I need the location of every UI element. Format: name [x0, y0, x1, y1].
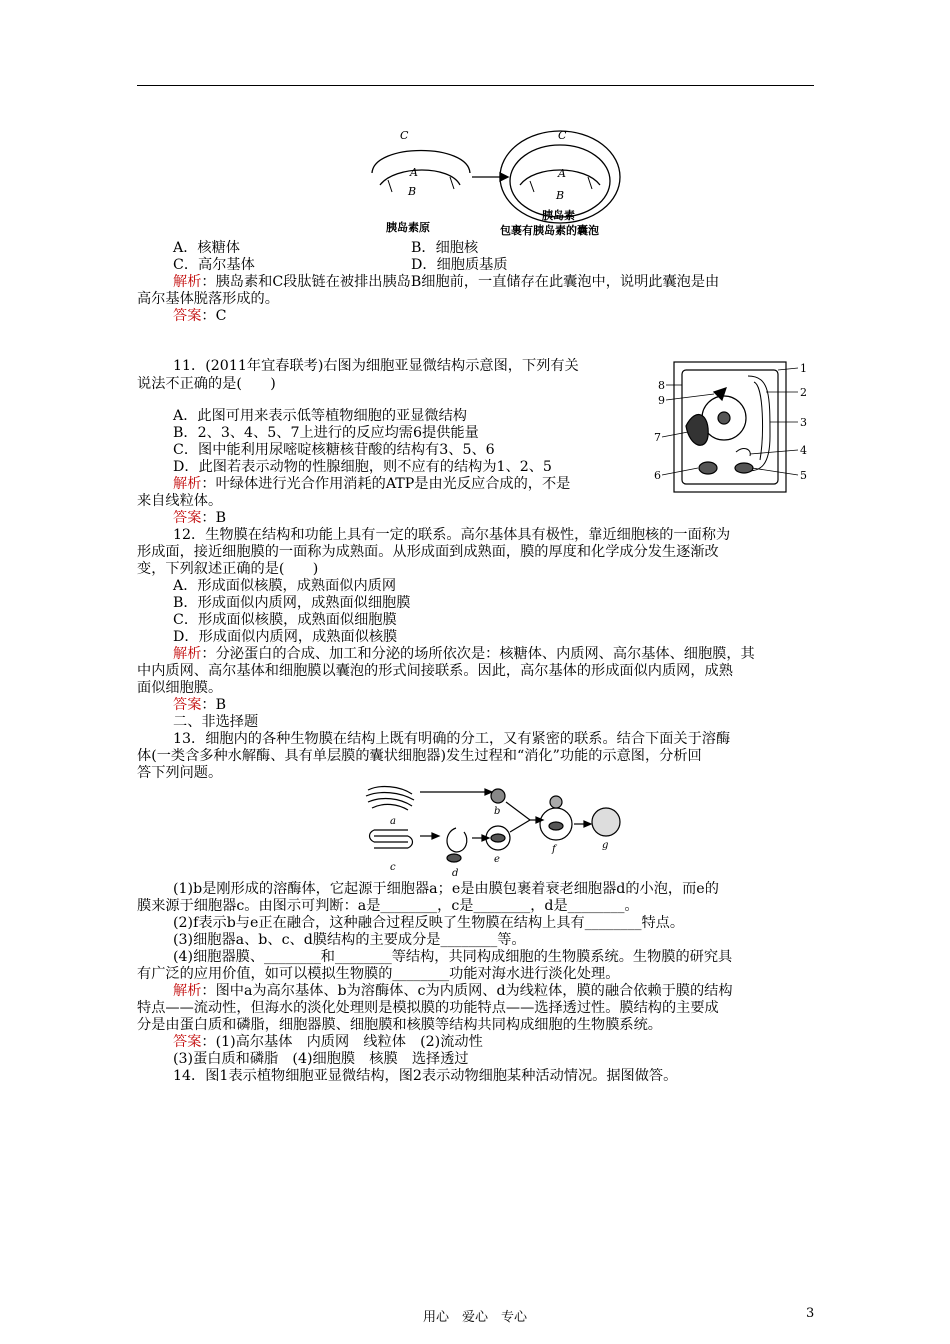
q11-stem-cont: 说法不正确的是( )	[137, 376, 276, 392]
label-A-left: A	[410, 166, 418, 179]
q13-part4: (4)细胞器膜、________和________等结构，共同构成细胞的生物膜系统。生物膜的研究具	[173, 949, 733, 965]
page-number: 3	[806, 1306, 815, 1321]
svg-text:3: 3	[800, 416, 807, 429]
label-C-left: C	[400, 129, 409, 142]
svg-text:8: 8	[658, 379, 665, 392]
q12-analysis: 解析：分泌蛋白的合成、加工和分泌的场所依次是：核糖体、内质网、高尔基体、细胞膜，其	[173, 646, 755, 662]
q11-option-d: D．此图若表示动物的性腺细胞，则不应有的结构为1、2、5	[173, 459, 552, 475]
q13-stem-cont: 体(一类含多种水解酶、具有单层膜的囊状细胞器)发生过程和“消化”功能的示意图，分析回	[137, 748, 702, 764]
svg-text:d: d	[452, 868, 459, 879]
q10-answer: 答案：C	[173, 308, 227, 324]
label-C-right: C	[558, 129, 567, 142]
q12-answer: 答案：B	[173, 697, 227, 713]
q13-answer-cont: (3)蛋白质和磷脂 (4)细胞膜 核膜 选择透过	[173, 1051, 469, 1067]
svg-text:f: f	[552, 844, 556, 855]
q13-part2: (2)f表示b与e正在融合，这种融合过程反映了生物膜在结构上具有________特点。	[173, 915, 685, 931]
insulin-vesicle-figure	[360, 125, 630, 240]
q12-stem: 12．生物膜在结构和功能上具有一定的联系。高尔基体具有极性，靠近细胞核的一面称为	[173, 527, 731, 543]
q13-stem: 13．细胞内的各种生物膜在结构上既有明确的分工，又有紧密的联系。结合下面关于溶酶	[173, 731, 731, 747]
q10-option-d: D．细胞质基质	[411, 257, 508, 273]
q14-stem: 14．图1表示植物细胞亚显微结构，图2表示动物细胞某种活动情况。据图做答。	[173, 1068, 678, 1084]
q12-option-d: D．形成面似内质网，成熟面似核膜	[173, 629, 398, 645]
svg-text:胰岛素: 胰岛素	[542, 209, 575, 222]
svg-text:b: b	[494, 806, 501, 817]
q13-part1-cont: 膜来源于细胞器c。由图示可判断：a是________，c是________，d是________。	[137, 898, 639, 914]
label-B-right: B	[556, 189, 565, 202]
label-A-right: A	[558, 167, 566, 180]
caption-vesicle: 包裹有胰岛素的囊泡	[500, 224, 599, 237]
q10-option-b: B．细胞核	[411, 240, 479, 256]
q13-answer: 答案：(1)高尔基体 内质网 线粒体 (2)流动性	[173, 1034, 483, 1050]
q13-part3: (3)细胞器a、b、c、d膜结构的主要成分是________等。	[173, 932, 526, 948]
page-footer: 用心 爱心 专心	[422, 1310, 527, 1325]
q11-analysis: 解析：叶绿体进行光合作用消耗的ATP是由光反应合成的，不是	[173, 476, 571, 492]
q13-analysis: 解析：图中a为高尔基体、b为溶酶体、c为内质网、d为线粒体，膜的融合依赖于膜的结构	[173, 983, 733, 999]
plant-cell-figure	[652, 356, 822, 498]
caption-proinsulin: 胰岛素原	[386, 221, 430, 234]
label-B-left: B	[408, 185, 417, 198]
svg-text:e: e	[494, 854, 500, 865]
q10-analysis: 解析：胰岛素和C段肽链在被排出胰岛B细胞前，一直储存在此囊泡中，说明此囊泡是由	[173, 274, 720, 290]
svg-text:4: 4	[800, 444, 807, 457]
svg-text:5: 5	[800, 469, 807, 482]
svg-text:2: 2	[800, 386, 807, 399]
section-heading: 二、非选择题	[173, 714, 259, 730]
header-rule	[137, 85, 814, 86]
svg-text:6: 6	[654, 469, 661, 482]
q13-part4-cont: 有广泛的应用价值，如可以模拟生物膜的________功能对海水进行淡化处理。	[137, 966, 620, 982]
q10-analysis-cont: 高尔基体脱落形成的。	[137, 291, 279, 307]
svg-text:7: 7	[654, 431, 661, 444]
svg-text:1: 1	[800, 362, 807, 375]
q12-option-a: A．形成面似核膜，成熟面似内质网	[173, 578, 397, 594]
q10-option-c: C．高尔基体	[173, 257, 255, 273]
q13-analysis-cont: 特点——流动性，但海水的淡化处理则是模拟膜的功能特点——选择透过性。膜结构的主要成	[137, 1000, 719, 1016]
q12-analysis-cont2: 面似细胞膜。	[137, 680, 223, 696]
q10-option-a: A．核糖体	[173, 240, 240, 256]
q12-stem-cont2: 变，下列叙述正确的是( )	[137, 561, 319, 577]
q13-part1: (1)b是刚形成的溶酶体，它起源于细胞器a；e是由膜包裹着衰老细胞器d的小泡，而e的	[173, 881, 719, 897]
q12-option-c: C．形成面似核膜，成熟面似细胞膜	[173, 612, 397, 628]
q11-analysis-cont: 来自线粒体。	[137, 493, 223, 509]
svg-text:c: c	[390, 862, 396, 873]
svg-text:a: a	[390, 816, 396, 827]
q12-stem-cont: 形成面，接近细胞膜的一面称为成熟面。从形成面到成熟面，膜的厚度和化学成分发生逐渐改	[137, 544, 719, 560]
q12-analysis-cont: 中内质网、高尔基体和细胞膜以囊泡的形式间接联系。因此，高尔基体的形成面似内质网，成熟	[137, 663, 733, 679]
q13-stem-cont2: 答下列问题。	[137, 765, 223, 781]
svg-text:9: 9	[658, 394, 665, 407]
q12-option-b: B．形成面似内质网，成熟面似细胞膜	[173, 595, 411, 611]
q11-option-c: C．图中能利用尿嘧啶核糖核苷酸的结构有3、5、6	[173, 442, 495, 458]
q11-option-a: A．此图可用来表示低等植物细胞的亚显微结构	[173, 408, 467, 424]
q11-option-b: B．2、3、4、5、7上进行的反应均需6提供能量	[173, 425, 479, 441]
lysosome-figure	[360, 780, 640, 880]
q13-analysis-cont2: 分是由蛋白质和磷脂，细胞器膜、细胞膜和核膜等结构共同构成细胞的生物膜系统。	[137, 1017, 662, 1033]
q11-stem: 11．(2011年宜春联考)右图为细胞亚显微结构示意图，下列有关	[173, 358, 579, 374]
q11-answer: 答案：B	[173, 510, 227, 526]
svg-text:g: g	[602, 840, 609, 851]
